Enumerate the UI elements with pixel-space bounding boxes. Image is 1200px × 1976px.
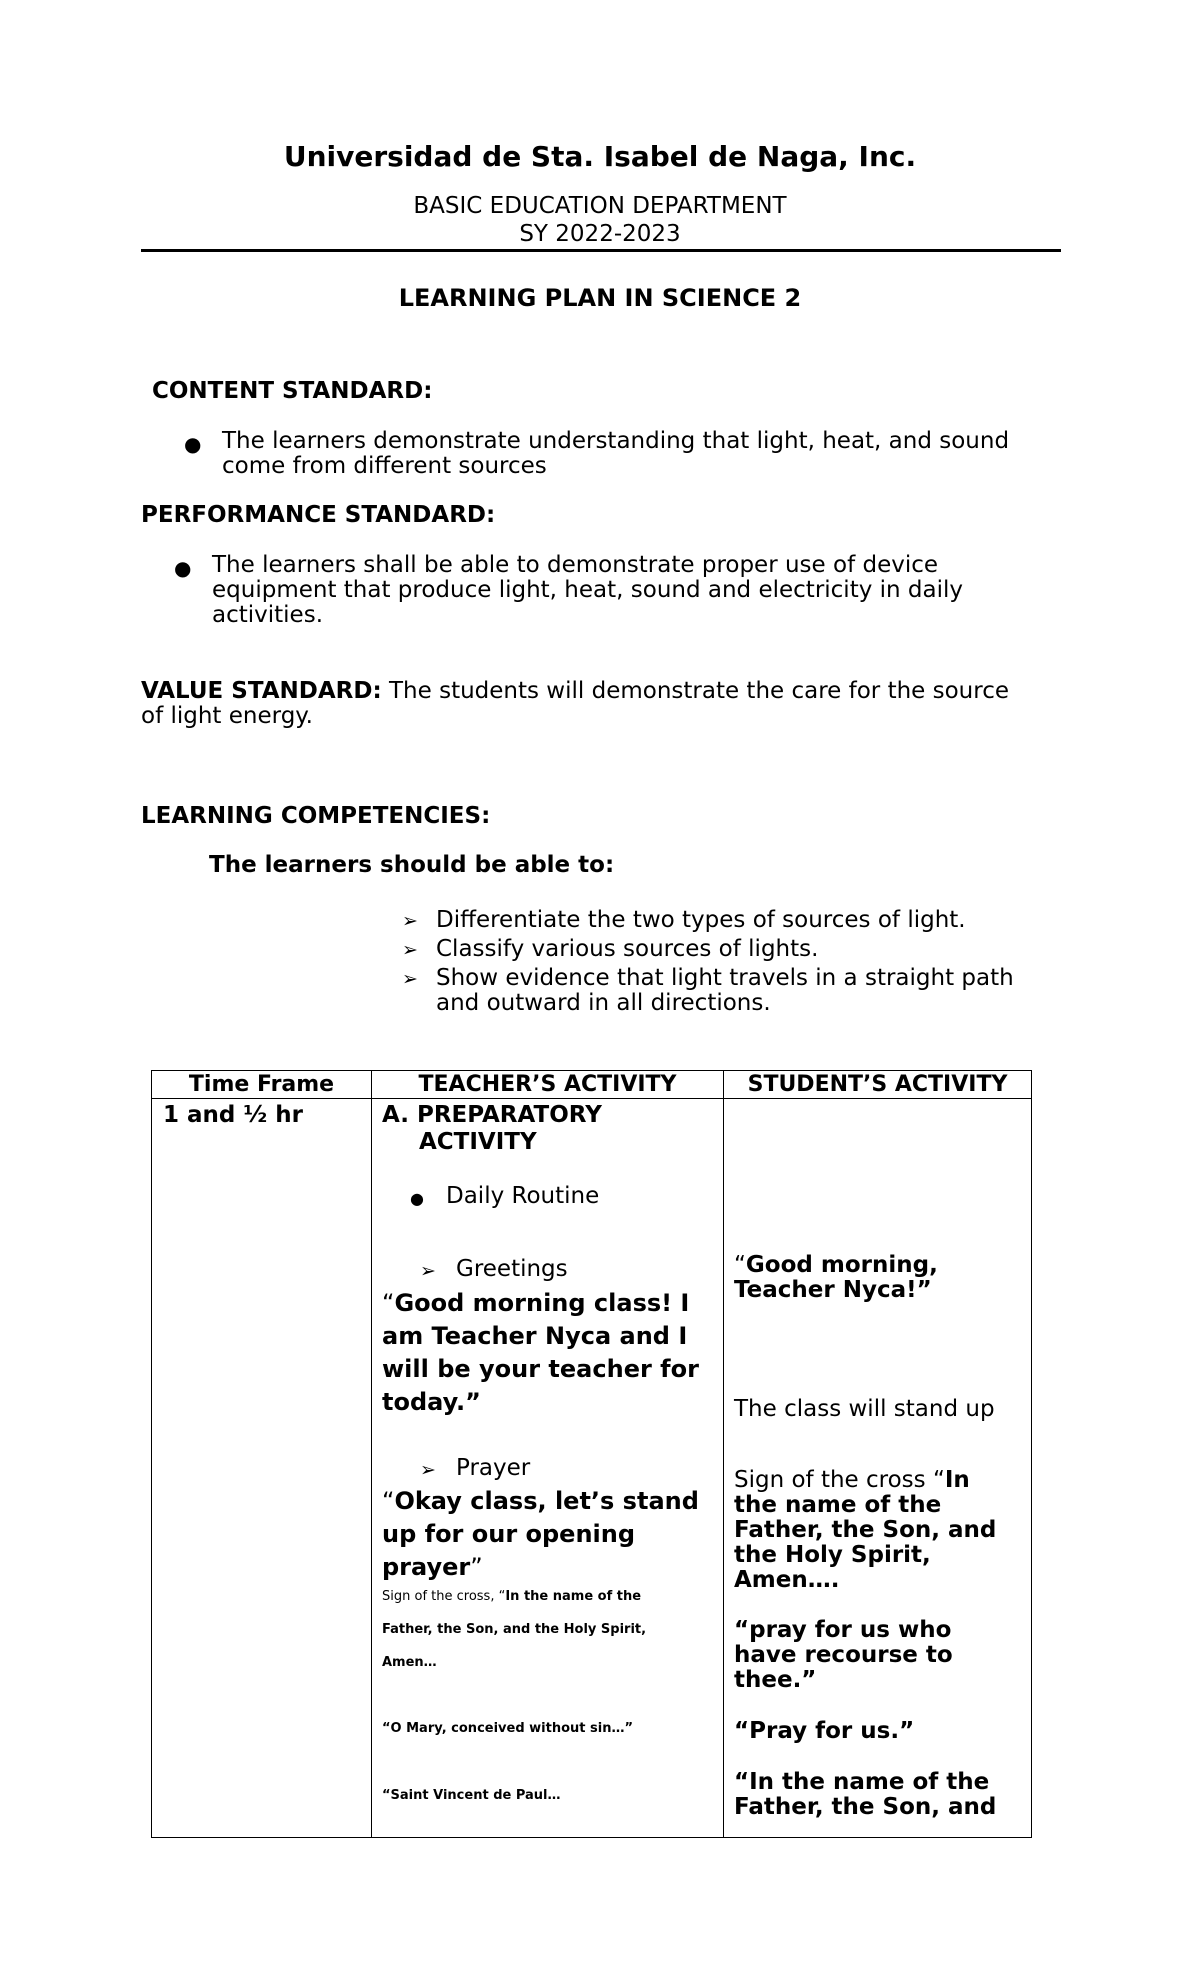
- competencies-heading: LEARNING COMPETENCIES:: [141, 803, 491, 829]
- school-year: SY 2022-2023: [519, 221, 681, 247]
- table-row: [152, 1099, 1032, 1838]
- bullet-icon: ●: [174, 556, 192, 580]
- teacher-prayer-line: “Okay class, let’s stand: [382, 1487, 699, 1515]
- performance-standard-line3: activities.: [212, 602, 324, 628]
- student-pray-line: have recourse to: [734, 1642, 953, 1668]
- student-sign-line: the name of the: [734, 1492, 942, 1518]
- daily-routine-label: Daily Routine: [446, 1183, 600, 1209]
- table-header-row: [152, 1071, 1032, 1099]
- time-frame-value: 1 and ½ hr: [163, 1102, 303, 1128]
- value-standard-line1: [141, 678, 1009, 704]
- student-pray-for-us: “Pray for us.”: [734, 1718, 915, 1744]
- content-standard-line2: come from different sources: [222, 453, 547, 479]
- student-closing-line: “In the name of the: [734, 1769, 990, 1795]
- bullet-icon: ●: [184, 432, 202, 456]
- student-sign-line: Sign of the cross “In: [734, 1467, 970, 1493]
- student-stand-note: The class will stand up: [734, 1396, 995, 1422]
- arrow-bullet-icon: ➢: [402, 910, 418, 932]
- arrow-bullet-icon: ➢: [420, 1459, 436, 1481]
- sign-of-cross-line1: Sign of the cross, “In the name of the: [382, 1589, 642, 1604]
- content-standard-line1: The learners demonstrate understanding that light, heat, and sound: [222, 428, 1010, 454]
- teacher-greeting: [382, 1287, 699, 1419]
- department-name: BASIC EDUCATION DEPARTMENT: [413, 193, 787, 219]
- student-activity-cell: [724, 1099, 1032, 1838]
- sign-of-cross-line2: Father, the Son, and the Holy Spirit,: [382, 1622, 647, 1637]
- student-sign-line: Amen….: [734, 1567, 840, 1593]
- teacher-greeting-line: will be your teacher for: [382, 1355, 699, 1383]
- arrow-bullet-icon: ➢: [402, 968, 418, 990]
- competency-item: Classify various sources of lights.: [436, 936, 819, 962]
- column-header-student-activity: STUDENT’S ACTIVITY: [724, 1071, 1032, 1099]
- value-standard-text: The students will demonstrate the care for the source: [381, 678, 1010, 704]
- student-sign-line: Father, the Son, and: [734, 1517, 997, 1543]
- section-a-title-continued: ACTIVITY: [419, 1129, 537, 1155]
- column-header-teacher-activity: TEACHER’S ACTIVITY: [372, 1071, 724, 1099]
- arrow-bullet-icon: ➢: [420, 1260, 436, 1282]
- competency-item: Differentiate the two types of sources of light.: [436, 907, 966, 933]
- student-pray-line: thee.”: [734, 1667, 817, 1693]
- content-standard-heading: CONTENT STANDARD:: [152, 378, 433, 404]
- performance-standard-heading: PERFORMANCE STANDARD:: [141, 502, 496, 528]
- performance-standard-line1: The learners shall be able to demonstrate proper use of device: [212, 552, 939, 578]
- column-header-time-frame: Time Frame: [152, 1071, 372, 1099]
- activity-table: [151, 1070, 1032, 1838]
- teacher-prayer-line: prayer”: [382, 1553, 483, 1581]
- student-closing-line: Father, the Son, and: [734, 1794, 997, 1820]
- student-greeting-line1: “Good morning,: [734, 1252, 938, 1278]
- teacher-greeting-line: today.”: [382, 1388, 481, 1416]
- time-frame-cell: [152, 1099, 372, 1838]
- arrow-bullet-icon: ➢: [402, 939, 418, 961]
- plan-title: LEARNING PLAN IN SCIENCE 2: [398, 284, 802, 312]
- prayer-label: Prayer: [456, 1455, 531, 1481]
- section-a-title: A. PREPARATORY: [382, 1102, 602, 1128]
- value-standard-line2: of light energy.: [141, 703, 313, 729]
- sign-of-cross-line3: Amen…: [382, 1655, 437, 1670]
- value-standard-heading: VALUE STANDARD:: [141, 678, 382, 704]
- header-divider: [141, 249, 1061, 252]
- teacher-greeting-line: “Good morning class! I: [382, 1289, 690, 1317]
- greetings-label: Greetings: [456, 1256, 568, 1282]
- o-mary-prayer: “O Mary, conceived without sin…”: [382, 1721, 634, 1736]
- student-greeting-line2: Teacher Nyca!”: [734, 1277, 932, 1303]
- competency-item: Show evidence that light travels in a straight path: [436, 965, 1014, 991]
- teacher-greeting-line: am Teacher Nyca and I: [382, 1322, 688, 1350]
- saint-vincent-prayer: “Saint Vincent de Paul…: [382, 1788, 561, 1803]
- bullet-icon: ●: [410, 1189, 424, 1208]
- school-name: Universidad de Sta. Isabel de Naga, Inc.: [283, 140, 917, 173]
- teacher-prayer-line: up for our opening: [382, 1520, 636, 1548]
- student-sign-line: the Holy Spirit,: [734, 1542, 931, 1568]
- competencies-intro: The learners should be able to:: [209, 852, 615, 878]
- teacher-prayer-call: [382, 1485, 699, 1584]
- student-pray-line: “pray for us who: [734, 1617, 952, 1643]
- performance-standard-line2: equipment that produce light, heat, sound and electricity in daily: [212, 577, 964, 603]
- competency-item-continued: and outward in all directions.: [436, 990, 771, 1016]
- teacher-activity-cell: [372, 1099, 724, 1838]
